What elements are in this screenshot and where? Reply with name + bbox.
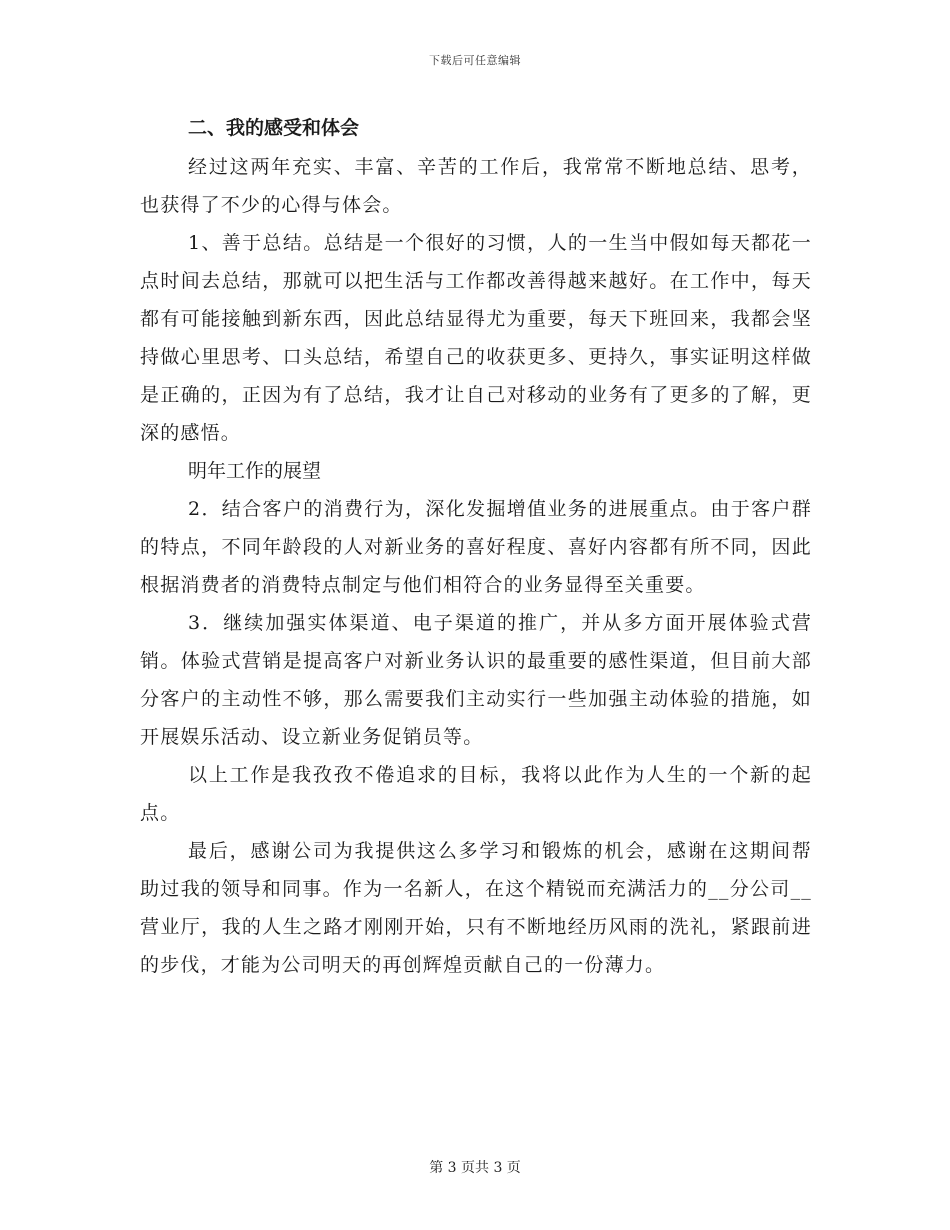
point-3-paragraph: 3．继续加强实体渠道、电子渠道的推广，并从多方面开展体验式营销。体验式营销是提高客户对新业务认识的最重要的感性渠道，但目前大部分客户的主动性不够，那么需要我们主动实行一些加强主动体验的措施，如开展娱乐活动、设立新业务促销员等。 [140, 612, 812, 748]
intro-paragraph: 经过这两年充实、丰富、辛苦的工作后，我常常不断地总结、思考，也获得了不少的心得与体会。 [140, 156, 812, 216]
point-1-paragraph: 1、善于总结。总结是一个很好的习惯，人的一生当中假如每天都花一点时间去总结，那就可以把生活与工作都改善得越来越好。在工作中，每天都有可能接触到新东西，因此总结显得尤为重要，每天下班回来，我都会坚持做心里思考、口头总结，希望自己的收获更多、更持久，事实证明这样做是正确的，正因为有了总结，我才让自己对移动的业务有了更多的了解，更深的感悟。 [140, 232, 812, 444]
section-heading: 二、我的感受和体会 [188, 117, 360, 139]
page-header-note: 下载后可任意编辑 [429, 54, 521, 67]
point-2-paragraph: 2．结合客户的消费行为，深化发掘增值业务的进展重点。由于客户群的特点，不同年龄段的人对新业务的喜好程度、喜好内容都有所不同，因此根据消费者的消费特点制定与他们相符合的业务显得至关重要。 [140, 498, 812, 596]
document-body [140, 108, 812, 984]
outlook-title: 明年工作的展望 [188, 460, 322, 482]
goal-paragraph: 以上工作是我孜孜不倦追求的目标，我将以此作为人生的一个新的起点。 [140, 764, 812, 824]
closing-paragraph: 最后，感谢公司为我提供这么多学习和锻炼的机会，感谢在这期间帮助过我的领导和同事。作为一名新人，在这个精锐而充满活力的__分公司__营业厅，我的人生之路才刚刚开始，只有不断地经历风雨的洗礼，紧跟前进的步伐，才能为公司明天的再创辉煌贡献自己的一份薄力。 [140, 840, 812, 976]
page-number: 第 3 页共 3 页 [429, 1160, 521, 1176]
